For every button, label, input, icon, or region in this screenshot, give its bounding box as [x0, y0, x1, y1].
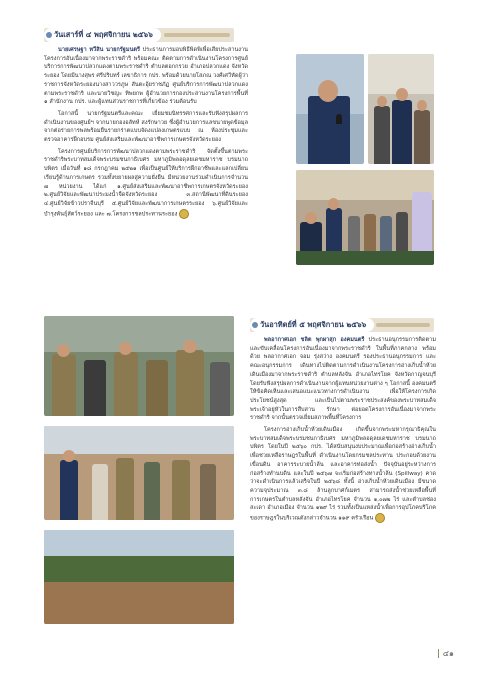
section1-para3: โครงการศูนย์บริการการพัฒนาปลวกแดงตามพระราชดำริ จัดตั้งขึ้นตามพระราชดำริพระบาทสมเด็จพระบรมชนกาธิเบศร มหาภูมิพลอดุลยเดชมหาราช บรมนาถบพิตร เมื่อวันที่ ๑๘ กรกฎาคม ๒๕๒๑ เพื่อเป็นศูนย์ให้บริการฝึกอาชีพและแลกเปลี่ยนเรียนรู้ด้านการเกษตร รวมทั้งขยายผลสู่ความยั่งยืน มีหน่วยงานร่วมดำเนินการจำนวน ๗ หน่วยงาน ได้แก่ ๑.ศูนย์ส่งเสริมและพัฒนาอาชีพการเกษตรจังหวัดระยอง ๒.ศูนย์วิจัยและพัฒนาประมงน้ำจืดจังหวัดระยอง ๓.สถานีพัฒนาที่ดินระยอง ๔.ศูนย์วิจัยข้าวปราจีนบุรี ๕.ศูนย์วิจัยและพัฒนาการเกษตรระยอง ๖.ศูนย์วิจัยและบำรุงพันธุ์สัตว์ระยอง และ ๗.โครงการชลประทานระยอง [44, 148, 248, 218]
header-strip [164, 33, 230, 37]
section1-text [44, 46, 248, 222]
photo-field-group [44, 316, 234, 416]
date-header-1 [44, 28, 161, 42]
section2-para1: พลอากาศเอก ชลิต พุกผาสุก องคมนตรี ประธานอนุกรรมการติดตามและขับเคลื่อนโครงการอันเนื่องมาจากพระราชดำริ ในพื้นที่ภาคกลาง พร้อมด้วย พลอากาศเอก จอม รุ่งสว่าง องคมนตรี รองประธานอนุกรรมการ และคณะอนุกรรมการ เดินทางไปติดตามการดำเนินงานโครงการอ่างเก็บน้ำห้วยเดินเมืองมาจากพระราชดำริ ตำบลหลังจัน อำเภอไทรโยค จังหวัดกาญจนบุรี โดยรับฟังสรุปผลการดำเนินงานจากผู้แทนหน่วยงานต่าง ๆ โอกาสนี้ องคมนตรีให้ข้อคิดเห็นและเสนอแนะแนวทางการดำเนินงาน เพื่อให้โครงการเกิดประโยชน์สูงสุด และเป็นไปตามพระราชประสงค์ของพระบาทสมเด็จพระเจ้าอยู่หัวในการสืบสาน รักษา ต่อยอดโครงการอันเนื่องมาจากพระราชดำริ จากนั้นตรวจเยี่ยมสภาพพื้นที่โครงการ [250, 337, 437, 422]
bullet-icon [252, 322, 258, 328]
section1-lead: นายเศรษฐา ทวีสิน นายกรัฐมนตรี [58, 47, 141, 53]
section2-lead: พลอากาศเอก ชลิต พุกผาสุก องคมนตรี [264, 337, 365, 343]
date-header-bar-2 [250, 318, 434, 332]
photo-site-walk [44, 426, 234, 520]
bullet-icon [46, 32, 52, 38]
section2-text [250, 336, 436, 526]
date-header-bar-1 [44, 28, 234, 42]
section1-para2: โอกาสนี้ นายกรัฐมนตรีและคณะ เยี่ยมชมนิทรรศการและรับฟังสรุปผลการดำเนินงานของศูนย์ฯ จากนายกองอลัทห์ สงรักษาวย ซึ่งผู้อำนวยการแลขนายพูดข้อมุลจากต่อร่ายการพลพร้อมยืนรายกร่าตแบบจัดงแปลงเกษตรแบบ ณ ห้องประชุมและตรวจอาคารฝึกอบรม ศูนย์ส่งเสริมและพัฒนาอาชีพการเกษตรจังหวัดระยอง [44, 110, 248, 144]
page-number-rule [438, 649, 439, 658]
emblem-icon [375, 513, 385, 523]
section2-para2: โครงการอ่างเก็บน้ำห้วยเดินเมือง เกิดขึ้นจากพระมหากรุณาธิคุณในพระบาทสมเด็จพระบรมชนกาธิเบศร มหาภูมิพลอดุลยเดชมหาราช บรมนาถบพิตร โดยในปี ๒๕๖๐ กปร. ได้สนับสนุนงบประมาณเพื่อก่อสร้างอ่างเก็บน้ำ เพื่อช่วยเหลือราษฎรในพื้นที่ ดำเนินงานโดยกรมชลประทาน ประกอบด้วยงานเขื่อนดิน อาคารระบายน้ำล้น และอาคารท่อส่งน้ำ ปัจจุบันอยู่ระหว่างการก่อสร้างทำนบดิน และในปี ๒๕๖๗ จะเริ่มก่อสร้างทางน้ำล้น (Spillway) คาดว่าจะดำเนินการแล้วเสร็จในปี ๒๕๖๘ ทั้งนี้ อ่างเก็บน้ำห้วยเดินเมือง มีขนาดความจุประมาณ ๓.๘ ล้านลูกบาศก์เมตร สามารถส่งน้ำช่วยเหลือพื้นที่การเกษตรในตำบลหลังจัน อำเภอไทรโยค จำนวน ๑,๐๗๒ ไร่ และตำบลช่องสะเดา อำเภอเมือง จำนวน ๑๒๙ ไร่ รวมทั้งเป็นแหล่งน้ำเพื่อการอุปโภคบริโภคของราษฎรในบริเวณดังกล่าวจำนวน ๑๑๙ ครัวเรือน [250, 427, 436, 522]
photo-pm-speaking [296, 54, 364, 164]
emblem-icon [179, 209, 189, 219]
photo-exhibition [368, 54, 434, 164]
photo-meeting-room [296, 170, 434, 265]
date-header-2 [250, 318, 374, 332]
date-text-1: วันเสาร์ที่ ๔ พฤศจิกายน ๒๕๖๖ [54, 30, 153, 39]
date-text-2: วันอาทิตย์ที่ ๕ พฤศจิกายน ๒๕๖๖ [260, 320, 367, 329]
page-number: ๔๑ [438, 647, 454, 660]
header-strip [376, 323, 430, 327]
photo-reservoir-site [44, 530, 234, 624]
section1-para1: นายเศรษฐา ทวีสิน นายกรัฐมนตรี ประธานการมอบพิธีพิดพิเพื่อเสียประสานงานโครงการอันเนื่องมาจากพระราชดำริ พร้อมคณะ ติดตามการดำเนินงานโครงการศูนย์บริการการพัฒนาปลวกแดงตามพระราชดำริ ตำบลตอกกรวย อำเภอปลวกแดง จังหวัดระยอง โดยมีนางสุพร ศรีปริบทร์ เลขาธิการ กปร. พร้อมด้วยนายโสภณ วงศ์เศวีหัดผู้ว่าราชการจังหวัดระยองนางสาววรภูษ สันตะอุ้ยราชภัฏ ศูนย์บริการการพัฒนาปลวกแดงตามพระราชดำริ และนายวิชญะ ทิพยกพ ผู้อำนวยการกองประสานงานโครงการพื้นที่ ๑ สำนักงาน กปร. และผู้แทนส่วนราชการที่เกี่ยวข้อง ร่วมต้อนรับ [44, 47, 249, 106]
